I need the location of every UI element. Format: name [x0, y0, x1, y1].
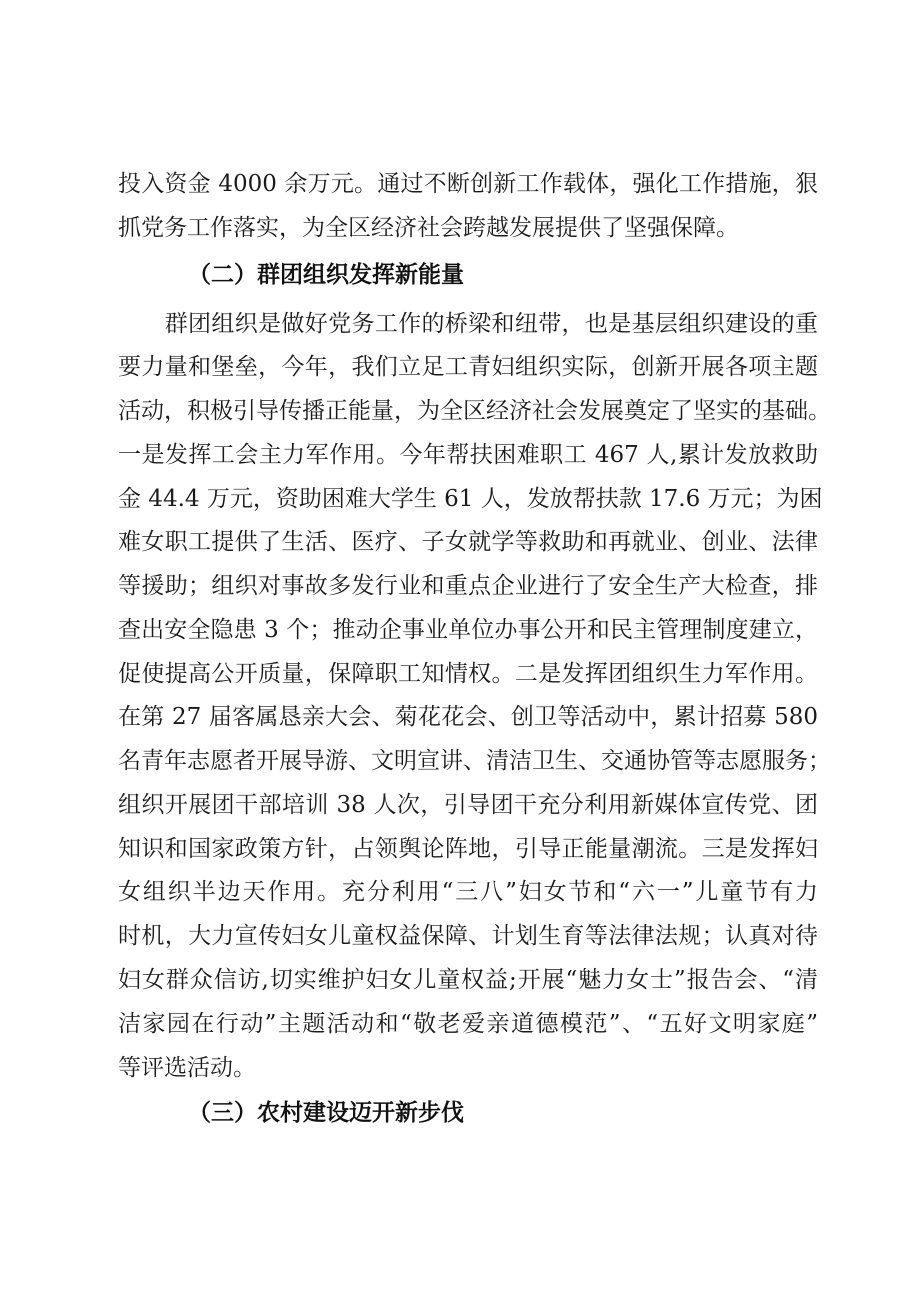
paragraph-line: 等援助；组织对事故多发行业和重点企业进行了安全生产大检查，排: [118, 573, 818, 599]
paragraph-line: 洁家园在行动”主题活动和“敬老爱亲道德模范”、“五好文明家庭”: [118, 1011, 818, 1037]
paragraph-line: 群团组织是做好党务工作的桥梁和纽带，也是基层组织建设的重: [118, 311, 818, 337]
paragraph-line: 抓党务工作落实，为全区经济社会跨越发展提供了坚强保障。: [118, 215, 739, 241]
paragraph-line: 在第 27 届客属恳亲大会、菊花花会、创卫等活动中，累计招募 580: [118, 704, 818, 730]
paragraph-line: 促使提高公开质量，保障职工知情权。二是发挥团组织生力军作用。: [118, 661, 818, 687]
paragraph-line: 组织开展团干部培训 38 人次，引导团干充分利用新媒体宣传党、团: [118, 792, 818, 818]
paragraph-line: 查出安全隐患 3 个；推动企事业单位办事公开和民主管理制度建立，: [118, 617, 818, 643]
paragraph-line: 一是发挥工会主力军作用。今年帮扶困难职工 467 人,累计发放救助: [118, 442, 818, 468]
paragraph-line: 知识和国家政策方针，占领舆论阵地，引导正能量潮流。三是发挥妇: [118, 836, 818, 862]
paragraph-line: 难女职工提供了生活、医疗、子女就学等救助和再就业、创业、法律: [118, 529, 818, 555]
paragraph-line: 妇女群众信访,切实维护妇女儿童权益;开展“魅力女士”报告会、“清: [118, 967, 818, 993]
paragraph-line: 时机，大力宣传妇女儿童权益保障、计划生育等法律法规；认真对待: [118, 923, 818, 949]
section-heading: （二）群团组织发挥新能量: [188, 262, 464, 288]
paragraph-line: 活动，积极引导传播正能量，为全区经济社会发展奠定了坚实的基础。: [118, 398, 831, 424]
section-heading: （三）农村建设迈开新步伐: [188, 1100, 464, 1126]
paragraph-line: 投入资金 4000 余万元。通过不断创新工作载体，强化工作措施，狠: [118, 171, 818, 197]
paragraph-line: 金 44.4 万元，资助困难大学生 61 人，发放帮扶款 17.6 万元；为困: [118, 486, 823, 512]
paragraph-line: 名青年志愿者开展导游、文明宣讲、清洁卫生、交通协管等志愿服务；: [118, 748, 831, 774]
paragraph-line: 女组织半边天作用。充分利用“三八”妇女节和“六一”儿童节有力: [118, 879, 818, 905]
paragraph-line: 等评选活动。: [118, 1055, 256, 1081]
paragraph-line: 要力量和堡垒，今年，我们立足工青妇组织实际，创新开展各项主题: [118, 354, 818, 380]
